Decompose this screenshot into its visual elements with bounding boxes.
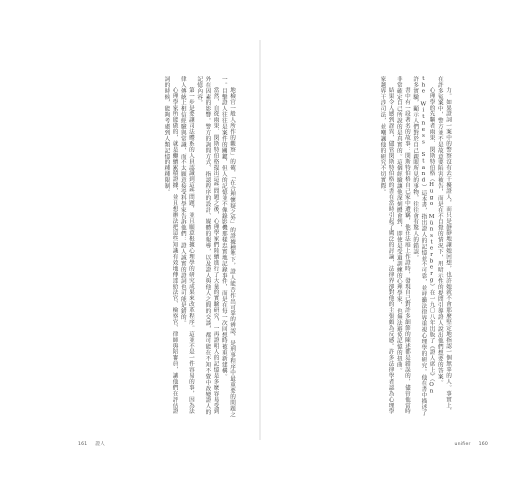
paragraph: 當然，自從雨果．閔斯特伯格提出這些問題之後，心理學家們陸續進行了大量的實驗研究，一再證明人的記憶是多麼容易受到外在因素的影響。警方的詢問方式、指認程序的設計、媒體的報導，以及證人與他人之間的交談，都可能在不知不覺中改變證人的記憶內容。 — [196, 76, 219, 416]
paragraph: 結果令人感到訝異，儘管閔斯特伯格的書在當時引起了廣泛的討論，法律界卻對他的主張頗為反感。許多法律學者認為心理學家越界干涉司法，並嘲諷他的研究不切實際。 — [379, 76, 394, 415]
running-title: 證人 — [95, 442, 105, 447]
left-page-text — [78, 76, 236, 418]
left-folio — [78, 441, 113, 447]
right-page — [260, 0, 520, 500]
paragraph: 心理學家所能做的，就是繼續累積證據，並且想辦法把這些知識有效地傳達給法官、檢察官、律師與陪審員，讓他們在評估證詞的時候，能夠考慮到人類記憶的種種限制。 — [163, 76, 178, 415]
right-page-text — [280, 76, 452, 418]
page-number: 161 — [78, 442, 88, 447]
paragraph: 第一步是要讓司法體系的人員認識到這些問題，並且願意根據心理學的研究成果來改革程序。這並不是一件容易的事，因為法律人傳統上相信經驗與常識，而不太願意接受科學家告訴他們：證人誠實的證詞也可能是錯的。 — [179, 76, 194, 415]
paragraph: 力。如果證詞一案中的警察沒有去干擾證人，而只是靜靜地讓她回想，也許她就不會那麼堅定地指認一個無辜的人。事實上，在許多冤案中，警方並不是故意要陷害被告，而是在不自覺的情況下，用暗示性的提問引導證人說出他們想要的答案。 — [436, 76, 451, 415]
right-folio — [455, 442, 496, 447]
paragraph: 心理學的先驅者雨果．閔斯特伯格（Hugo Münsterberg）在一九〇八年出版了《證人席上》（On the Witness Stand）這本書，指出證人的記憶並不可靠，並呼籲法律界重視心理學的研究。他在書中描述了許多實驗，顯示人們對於自己親眼所見的事物，往往會有驚人的錯誤。 — [412, 76, 435, 416]
paragraph: 書中有一段著名的故事：閔斯特伯格自己家中遭竊，他在法庭上作證時，發現自己對許多細節的陳述都是錯誤的，儘管他當時非常確定自己所說的是真實的。這個經驗讓他深刻體會到，即使是受過訓練的心理學家，也無法避免記憶的扭曲。 — [395, 76, 410, 415]
running-title: unifier — [454, 442, 471, 447]
paragraph: 地檢官一般人所作的觀察」的確，「在合理懷疑之外」的證據標準下，證人能否作出可靠的辨認，是刑事程序中最重要的問題之一。目擊證人往往是案件的關鍵，但人的記憶並不像錄影機那樣忠實地記錄事件，而是在每一次回想時被重新建構。 — [220, 76, 235, 418]
page-number: 160 — [478, 442, 488, 447]
